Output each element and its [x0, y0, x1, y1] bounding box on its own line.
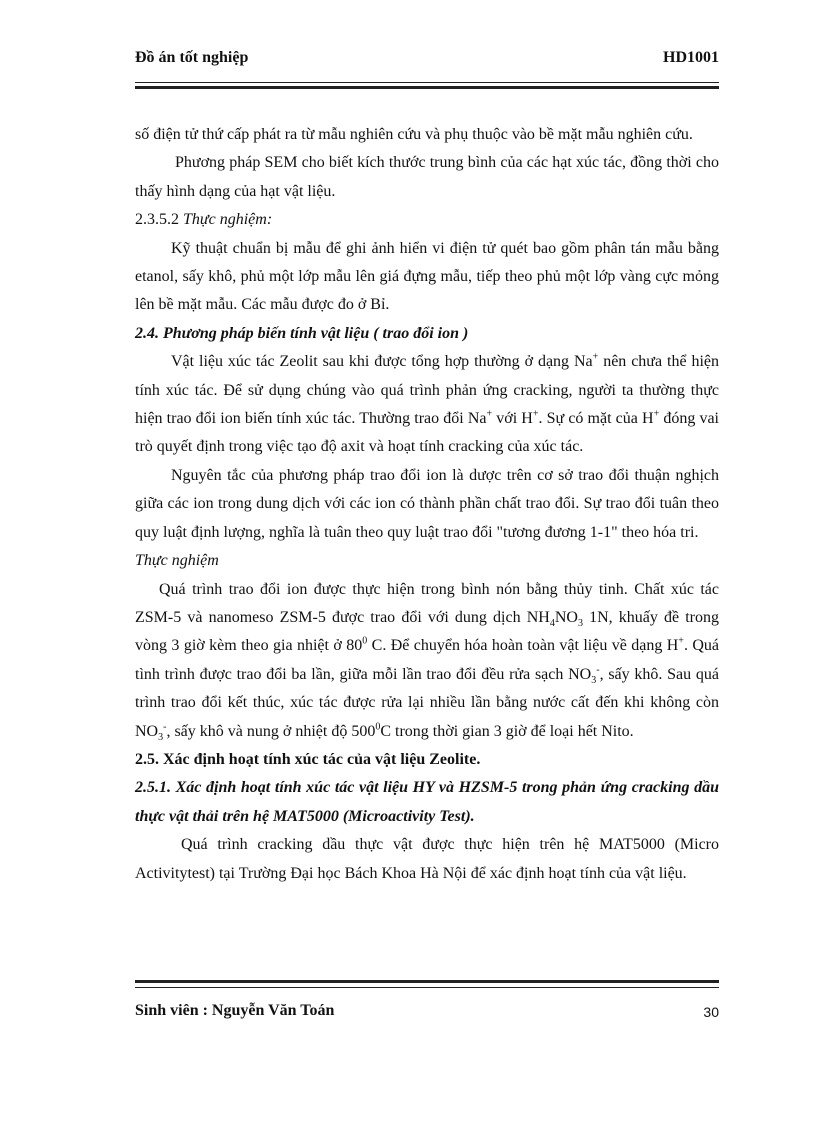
header-rule-thick [135, 86, 719, 89]
paragraph-sem-size: Phương pháp SEM cho biết kích thước trung bình của các hạt xúc tác, đồng thời cho thấy hình dạng của hạt vật liệu. [135, 154, 719, 200]
page-footer [135, 1002, 719, 1024]
paragraph-ion-exchange-principle: Nguyên tắc của phương pháp trao đổi ion là dược trên cơ sở trao đổi thuận nghịch giữa các ion trong dung dịch với các ion có thành phần chất trao đổi. Sự trao đổi tuân theo quy luật định lượng, nghĩa là tuân theo quy luật trao đổi "tương đương 1-1" theo hóa tri. [135, 466, 719, 541]
paragraph-sem-continued: số điện tử thứ cấp phát ra từ mẫu nghiên cứu và phụ thuộc vào bề mặt mẫu nghiên cứu. [135, 126, 693, 143]
footer-rule-thick [135, 980, 719, 983]
page-content [135, 121, 719, 888]
heading-thuc-nghiem: Thực nghiệm [135, 552, 219, 570]
heading-number: 2.3.5.2 [135, 211, 183, 229]
header-rule-thin [135, 82, 719, 83]
heading-2-4: 2.4. Phương pháp biến tính vật liệu ( trao đổi ion ) [135, 324, 469, 342]
paragraph-experiment: Quá trình trao đổi ion được thực hiện trong bình nón bằng thủy tinh. Chất xúc tác ZSM-5 và nanomeso ZSM-5 được trao đổi với dung dịch $NH_4NO_3$ 1N, khuấy đề trong vòng 3 giờ kèm theo gia nhiệt ở $80^0$ C. Để chuyển hóa hoàn toàn vật liệu về dạng H+. Quá tình trình được trao đổi ba lần, giữa mỗi lần trao đổi đều rửa sạch $NO_3^-$, sấy khô. Sau quá trình trao đổi kết thúc, xúc tác được rửa lại nhiều lần bằng nước cất đến khi không còn $NO_3^-$, sấy khô và nung ở nhiệt độ $500^0C$ trong thời gian 3 giờ để loại hết Nito. [135, 580, 720, 743]
header-title: Đồ án tốt nghiệp [135, 49, 249, 66]
heading-2-5-1: 2.5.1. Xác định hoạt tính xúc tác vật liệu HY và HZSM-5 trong phản ứng cracking dầu thực vật thải trên hệ MAT5000 (Microactivity Test). [135, 779, 719, 825]
page-header [135, 49, 719, 73]
heading-text: Thực nghiệm: [183, 211, 273, 229]
paragraph-zeolit: Vật liệu xúc tác Zeolit sau khi được tổng hợp thường ở dạng Na+ nên chưa thể hiện tính xúc tác. Để sử dụng chúng vào quá trình phản ứng cracking, người ta thường thực hiện trao đổi ion biến tính xúc tác. Thường trao đổi Na+ với H+. Sự có mặt của H+ đóng vai trò quyết định trong việc tạo độ axit và hoạt tính cracking của xúc tác. [135, 351, 720, 456]
page-number: 30 [703, 1004, 719, 1020]
heading-2-3-5-2 [135, 206, 719, 234]
footer-rule-thin [135, 987, 719, 988]
heading-2-5: 2.5. Xác định hoạt tính xúc tác của vật liệu Zeolite. [135, 750, 481, 768]
header-code: HD1001 [663, 49, 719, 66]
paragraph-sample-prep: Kỹ thuật chuẩn bị mẫu để ghi ảnh hiển vi điện tử quét bao gồm phân tán mẫu bằng etanol, sấy khô, phủ một lớp mẫu lên giá đựng mẫu, tiếp theo phủ một lớp vàng cực mỏng lên bề mặt mẫu. Các mẫu được đo ở Bỉ. [135, 239, 719, 314]
footer-student: Sinh viên : Nguyễn Văn Toán [135, 1002, 335, 1019]
paragraph-mat5000: Quá trình cracking dầu thực vật được thực hiện trên hệ MAT5000 (Micro Activitytest) tại Trường Đại học Bách Khoa Hà Nội để xác định hoạt tính của vật liệu. [135, 836, 719, 882]
